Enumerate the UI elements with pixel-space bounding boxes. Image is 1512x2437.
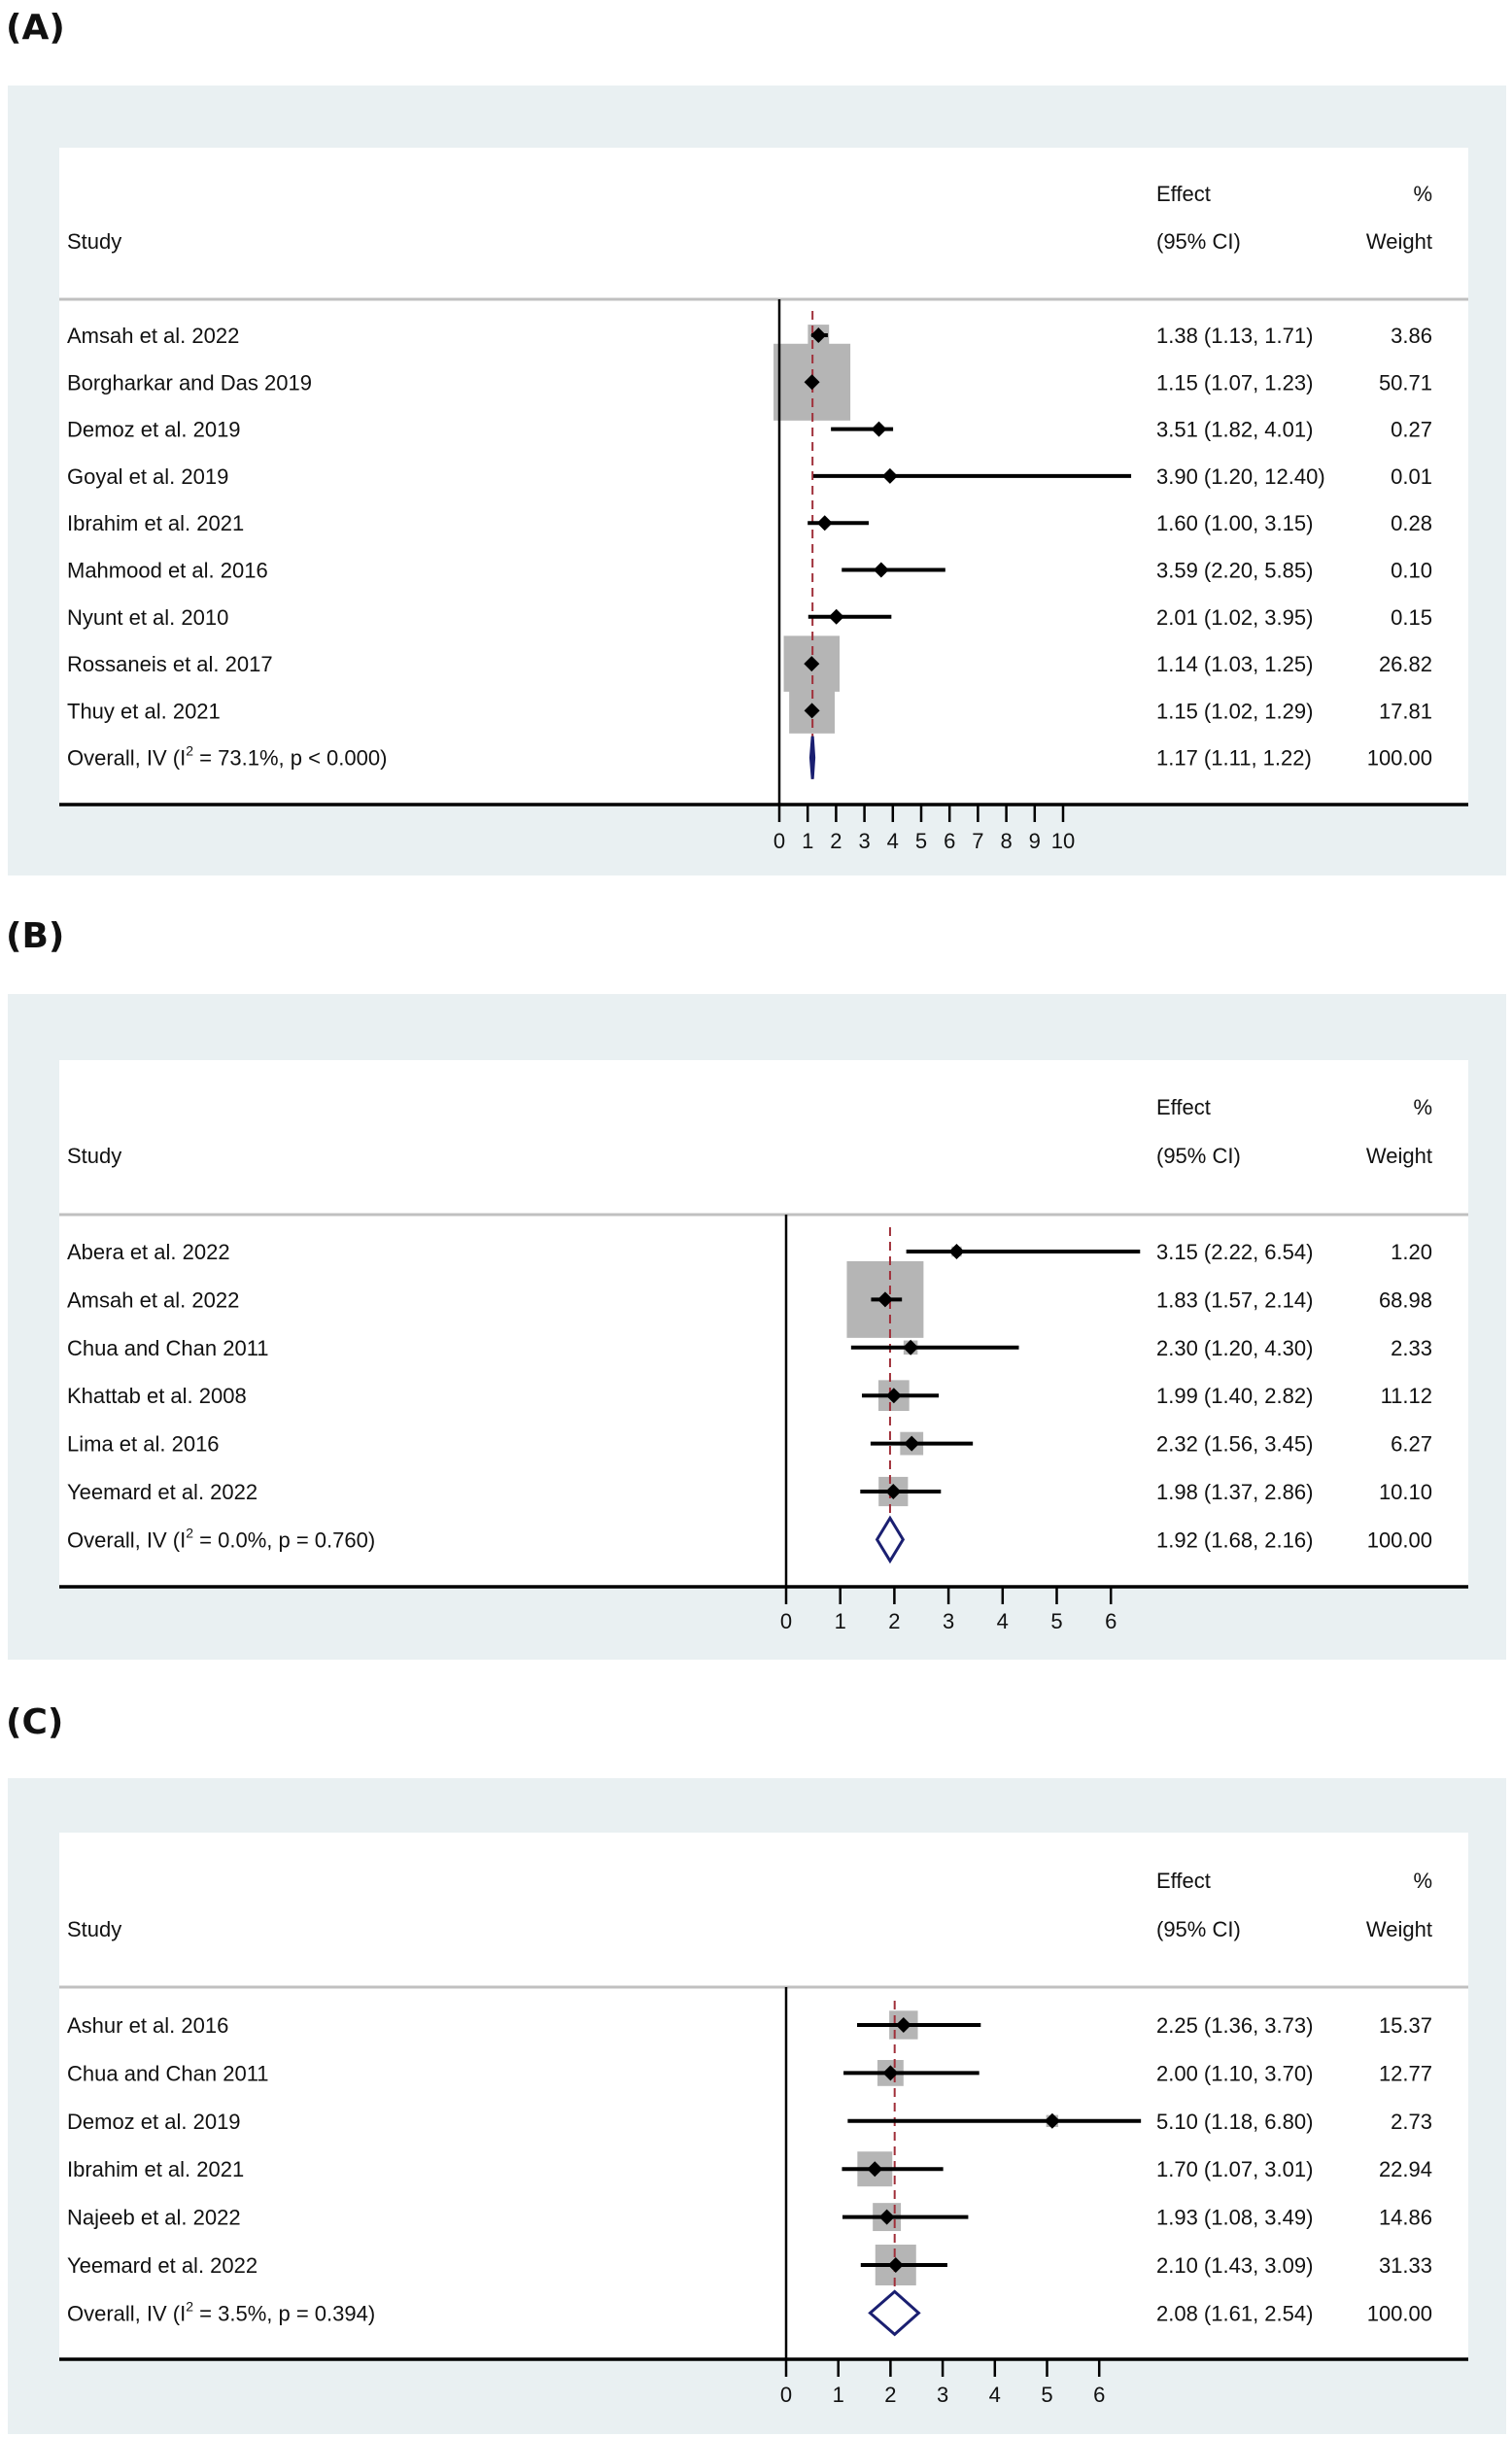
- header-effect: Effect: [1156, 1869, 1211, 1893]
- x-tick-label: 3: [942, 1609, 955, 1633]
- weight-value: 0.28: [1391, 511, 1432, 536]
- forest-panel-a: [6, 8, 1506, 875]
- x-tick-label: 6: [944, 829, 956, 853]
- weight-value: 0.15: [1391, 604, 1432, 630]
- x-tick-label: 0: [773, 829, 786, 853]
- header-weight: Weight: [1365, 1917, 1432, 1941]
- weight-value: 17.81: [1378, 699, 1432, 724]
- effect-ci-value: 1.15 (1.02, 1.29): [1156, 699, 1314, 724]
- x-tick-label: 8: [1000, 829, 1013, 853]
- overall-effect-ci: 2.08 (1.61, 2.54): [1156, 2301, 1314, 2326]
- x-tick-label: 2: [888, 1609, 901, 1633]
- header-ci: (95% CI): [1156, 229, 1241, 254]
- overall-label: [67, 743, 387, 771]
- x-tick-label: 3: [858, 829, 871, 853]
- weight-value: 0.10: [1391, 558, 1432, 583]
- effect-ci-value: 2.32 (1.56, 3.45): [1156, 1431, 1314, 1457]
- study-name: Chua and Chan 2011: [67, 1335, 269, 1360]
- header-study: Study: [67, 229, 122, 254]
- study-name: Amsah et al. 2022: [67, 1287, 240, 1313]
- study-name: Khattab et al. 2008: [67, 1384, 247, 1409]
- plot-area: [59, 1833, 1468, 2359]
- weight-value: 10.10: [1378, 1480, 1432, 1504]
- forest-panel-c: [6, 1702, 1506, 2434]
- x-tick-label: 9: [1028, 829, 1041, 853]
- overall-label-suffix: = 0.0%, p = 0.760): [193, 1527, 376, 1553]
- overall-weight: 100.00: [1366, 1527, 1432, 1553]
- x-tick-label: 0: [779, 2383, 793, 2407]
- effect-ci-value: 2.30 (1.20, 4.30): [1156, 1335, 1314, 1360]
- effect-ci-value: 5.10 (1.18, 6.80): [1156, 2109, 1314, 2134]
- x-tick-label: 1: [832, 2383, 844, 2407]
- effect-ci-value: 3.59 (2.20, 5.85): [1156, 558, 1314, 583]
- x-tick-label: 7: [972, 829, 984, 853]
- x-tick-label: 10: [1050, 829, 1076, 853]
- weight-value: 68.98: [1378, 1287, 1432, 1313]
- effect-ci-value: 1.93 (1.08, 3.49): [1156, 2205, 1314, 2230]
- overall-label-suffix: = 73.1%, p < 0.000): [193, 745, 388, 771]
- effect-ci-value: 1.98 (1.37, 2.86): [1156, 1480, 1314, 1504]
- weight-value: 2.33: [1391, 1335, 1432, 1360]
- x-tick-label: 0: [779, 1609, 793, 1633]
- effect-ci-value: 2.25 (1.36, 3.73): [1156, 2013, 1314, 2038]
- header-ci: (95% CI): [1156, 1144, 1241, 1168]
- weight-value: 0.01: [1391, 463, 1432, 489]
- x-tick-label: 4: [996, 1609, 1009, 1633]
- study-name: Nyunt et al. 2010: [67, 604, 229, 630]
- x-tick-label: 1: [802, 829, 814, 853]
- effect-ci-value: 1.14 (1.03, 1.25): [1156, 652, 1314, 677]
- overall-effect-ci: 1.92 (1.68, 2.16): [1156, 1527, 1314, 1553]
- study-name: Borgharkar and Das 2019: [67, 370, 312, 395]
- header-effect: Effect: [1156, 1095, 1211, 1119]
- x-tick-label: 2: [884, 2383, 897, 2407]
- study-name: Abera et al. 2022: [67, 1240, 230, 1264]
- study-name: Lima et al. 2016: [67, 1431, 220, 1457]
- x-tick-label: 6: [1093, 2383, 1106, 2407]
- plot-area: [59, 1060, 1468, 1587]
- study-name: Demoz et al. 2019: [67, 2109, 241, 2134]
- effect-ci-value: 2.01 (1.02, 3.95): [1156, 604, 1314, 630]
- weight-value: 26.82: [1378, 652, 1432, 677]
- x-tick-label: 5: [1050, 1609, 1063, 1633]
- weight-value: 3.86: [1391, 324, 1432, 348]
- x-tick-label: 4: [886, 829, 899, 853]
- study-name: Goyal et al. 2019: [67, 463, 229, 489]
- study-name: Thuy et al. 2021: [67, 699, 221, 724]
- effect-ci-value: 1.99 (1.40, 2.82): [1156, 1384, 1314, 1409]
- header-weight: Weight: [1365, 229, 1432, 254]
- overall-label-prefix: Overall, IV (I: [67, 1527, 187, 1553]
- effect-ci-value: 1.15 (1.07, 1.23): [1156, 370, 1314, 395]
- weight-value: 6.27: [1391, 1431, 1432, 1457]
- header-ci: (95% CI): [1156, 1917, 1241, 1941]
- panel-label: (A): [6, 8, 65, 48]
- x-tick-label: 3: [936, 2383, 949, 2407]
- overall-label-suffix: = 3.5%, p = 0.394): [193, 2301, 376, 2326]
- effect-ci-value: 1.60 (1.00, 3.15): [1156, 511, 1314, 536]
- effect-ci-value: 2.10 (1.43, 3.09): [1156, 2253, 1314, 2278]
- weight-value: 2.73: [1391, 2109, 1432, 2134]
- x-tick-label: 2: [830, 829, 842, 853]
- overall-weight: 100.00: [1366, 2301, 1432, 2326]
- weight-value: 15.37: [1378, 2013, 1432, 2038]
- panel-label: (B): [6, 916, 65, 956]
- x-tick-label: 6: [1105, 1609, 1117, 1633]
- x-tick-label: 1: [834, 1609, 846, 1633]
- overall-label: [67, 2298, 375, 2325]
- x-tick-label: 5: [1041, 2383, 1053, 2407]
- i-squared-superscript: 2: [186, 1525, 194, 1541]
- weight-value: 22.94: [1378, 2157, 1432, 2182]
- study-name: Demoz et al. 2019: [67, 417, 241, 442]
- header-percent: %: [1413, 182, 1432, 206]
- effect-ci-value: 3.51 (1.82, 4.01): [1156, 417, 1314, 442]
- study-name: Mahmood et al. 2016: [67, 558, 268, 583]
- forest-panel-b: [6, 916, 1506, 1660]
- weight-value: 0.27: [1391, 417, 1432, 442]
- overall-diamond: [810, 737, 813, 779]
- study-name: Ashur et al. 2016: [67, 2013, 229, 2038]
- study-name: Ibrahim et al. 2021: [67, 511, 245, 536]
- header-effect: Effect: [1156, 182, 1211, 206]
- panel-label: (C): [6, 1702, 64, 1742]
- overall-label-prefix: Overall, IV (I: [67, 745, 187, 771]
- effect-ci-value: 1.38 (1.13, 1.71): [1156, 324, 1314, 348]
- overall-label-prefix: Overall, IV (I: [67, 2301, 187, 2326]
- header-weight: Weight: [1365, 1144, 1432, 1168]
- overall-label: [67, 1525, 375, 1552]
- weight-value: 31.33: [1378, 2253, 1432, 2278]
- study-name: Yeemard et al. 2022: [67, 2253, 258, 2278]
- study-name: Amsah et al. 2022: [67, 324, 240, 348]
- i-squared-superscript: 2: [186, 742, 194, 759]
- overall-weight: 100.00: [1366, 745, 1432, 771]
- weight-value: 11.12: [1380, 1384, 1432, 1409]
- x-tick-label: 4: [988, 2383, 1001, 2407]
- study-name: Rossaneis et al. 2017: [67, 652, 273, 677]
- header-study: Study: [67, 1917, 122, 1941]
- header-percent: %: [1413, 1869, 1432, 1893]
- x-tick-label: 5: [914, 829, 928, 853]
- effect-ci-value: 2.00 (1.10, 3.70): [1156, 2061, 1314, 2086]
- effect-ci-value: 1.70 (1.07, 3.01): [1156, 2157, 1314, 2182]
- effect-ci-value: 3.90 (1.20, 12.40): [1156, 463, 1325, 489]
- effect-ci-value: 1.83 (1.57, 2.14): [1156, 1287, 1314, 1313]
- study-name: Chua and Chan 2011: [67, 2061, 269, 2086]
- effect-ci-value: 3.15 (2.22, 6.54): [1156, 1240, 1314, 1264]
- i-squared-superscript: 2: [186, 2298, 194, 2315]
- study-name: Ibrahim et al. 2021: [67, 2157, 245, 2182]
- study-name: Najeeb et al. 2022: [67, 2205, 241, 2230]
- header-percent: %: [1413, 1095, 1432, 1119]
- weight-value: 50.71: [1378, 370, 1432, 395]
- weight-value: 14.86: [1378, 2205, 1432, 2230]
- overall-effect-ci: 1.17 (1.11, 1.22): [1156, 745, 1312, 771]
- weight-value: 12.77: [1378, 2061, 1432, 2086]
- study-name: Yeemard et al. 2022: [67, 1480, 258, 1504]
- header-study: Study: [67, 1144, 122, 1168]
- weight-value: 1.20: [1391, 1240, 1432, 1264]
